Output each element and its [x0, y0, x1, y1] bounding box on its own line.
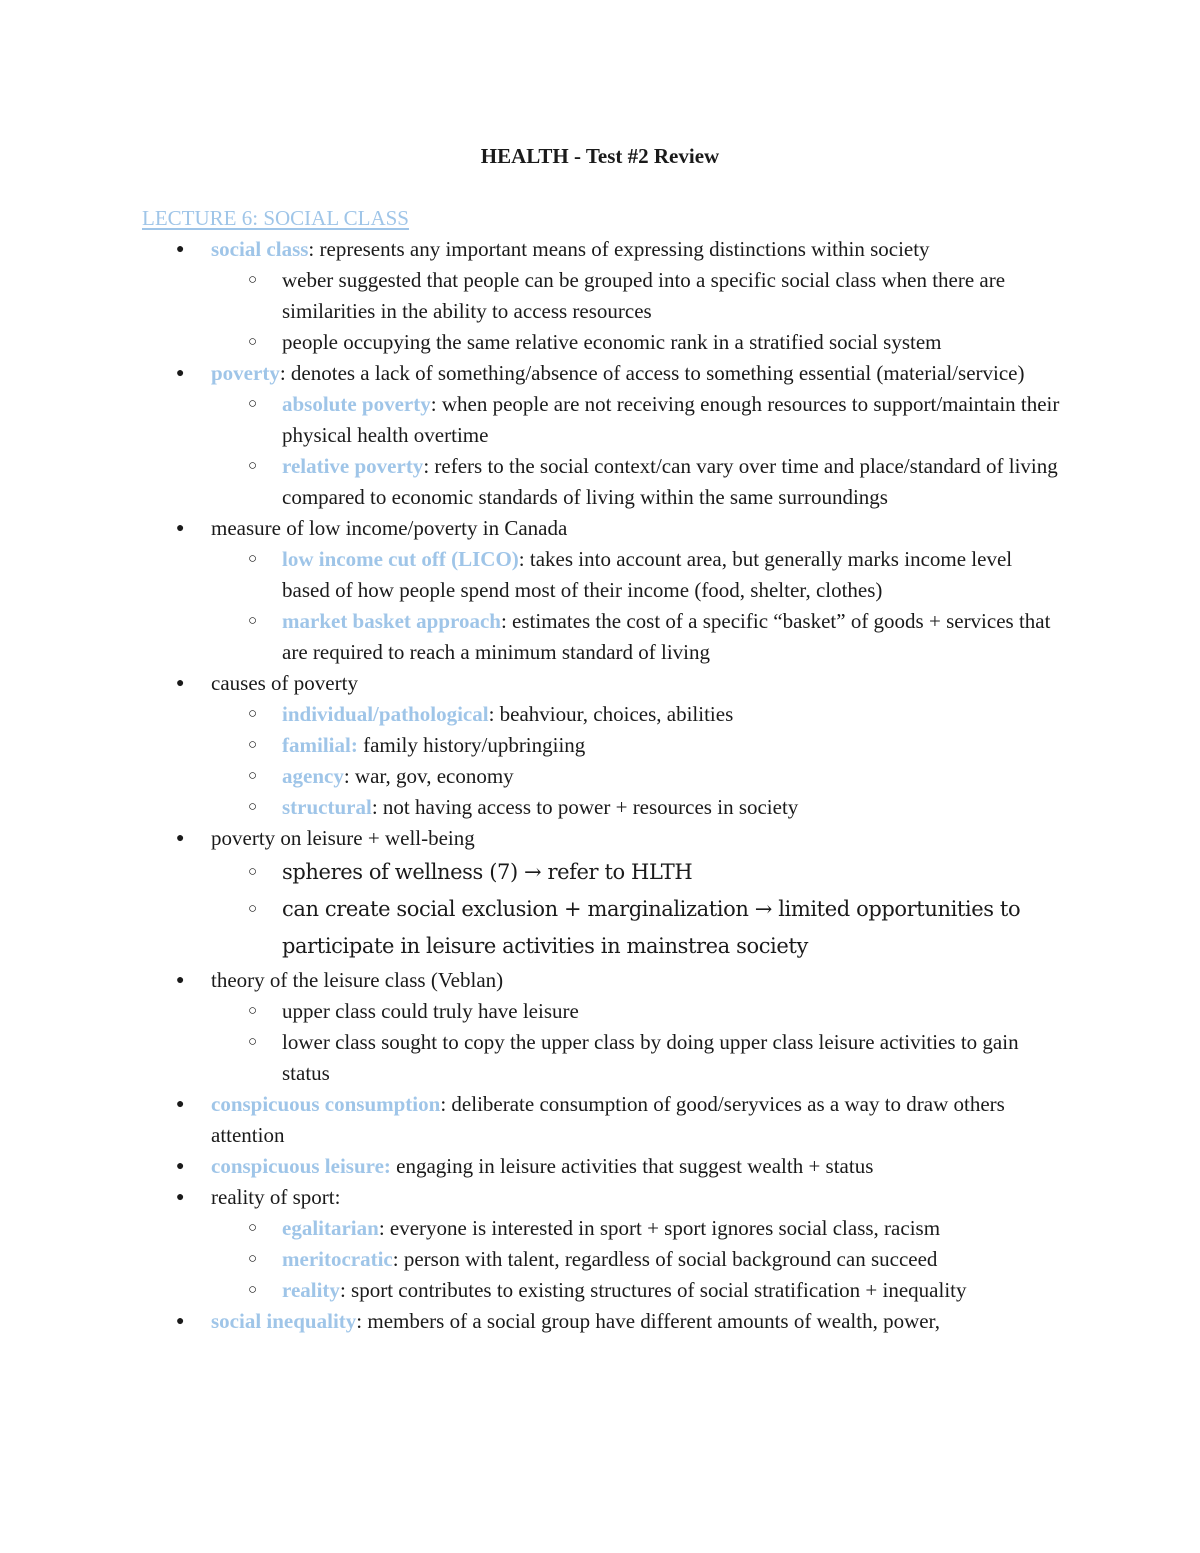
bullet-circle-icon: [248, 699, 257, 730]
item-text: family history/upbringiing: [357, 733, 586, 757]
item-text: causes of poverty: [211, 671, 358, 695]
term-label: market basket approach: [282, 609, 501, 633]
item-text-wrap: [282, 330, 942, 354]
item-text-wrap: [282, 609, 1050, 664]
item-text: : refers to the social context/can vary over time and place/standard of living compared to economic standards of living within the same surroundings: [282, 454, 1058, 509]
document-title: HEALTH - Test #2 Review: [480, 144, 720, 168]
item-text-wrap: [211, 1092, 1005, 1147]
term-label: poverty: [211, 361, 280, 385]
bullet-disc-icon: [176, 823, 184, 854]
item-text: : denotes a lack of something/absence of access to something essential (material/service): [279, 361, 1025, 385]
item-text-wrap: [282, 999, 579, 1023]
term-label: individual/pathological: [282, 702, 489, 726]
sub-list-item: [0, 544, 1062, 606]
item-text-wrap: [282, 1247, 937, 1271]
sub-list-item: [0, 1213, 1062, 1244]
item-text-wrap: [282, 392, 1059, 447]
item-text: : person with talent, regardless of social background can succeed: [392, 1247, 938, 1271]
term-label: relative poverty: [282, 454, 424, 478]
item-text-wrap: [282, 1278, 966, 1302]
bullet-circle-icon: [248, 730, 257, 761]
item-text: : takes into account area, but generally marks income level based of how people spend most of their income (food, shelter, clothes): [282, 547, 1013, 602]
item-text-wrap: [282, 702, 733, 726]
sub-list-item: [0, 1244, 1062, 1275]
bullet-disc-icon: [176, 965, 184, 996]
item-text-wrap: [282, 547, 1012, 602]
item-text: theory of the leisure class (Veblan): [211, 968, 504, 992]
sub-list-item: [0, 606, 1062, 668]
item-text-wrap: [282, 764, 514, 788]
item-text: : deliberate consumption of good/seryvices as a way to draw others attention: [211, 1092, 1005, 1147]
term-label: social class: [211, 237, 309, 261]
term-label: reality: [282, 1278, 340, 1302]
item-text: people occupying the same relative economic rank in a stratified social system: [282, 330, 942, 354]
item-text-wrap: [282, 860, 692, 884]
sub-list-item: [0, 996, 1062, 1027]
sub-list-item: [0, 761, 1062, 792]
sub-list-item: [0, 730, 1062, 761]
item-text: : not having access to power + resources in society: [371, 795, 799, 819]
item-text: engaging in leisure activities that suggest wealth + status: [390, 1154, 874, 1178]
item-text-wrap: [211, 968, 503, 992]
term-label: social inequality: [211, 1309, 357, 1333]
bullet-circle-icon: [248, 265, 257, 296]
bullet-circle-icon: [248, 389, 257, 420]
bullet-disc-icon: [176, 1089, 184, 1120]
sub-list-item: [0, 1027, 1062, 1089]
term-label: absolute poverty: [282, 392, 431, 416]
item-text: reality of sport:: [211, 1185, 341, 1209]
sub-list-item: [0, 327, 1062, 358]
list-item: [0, 358, 1061, 389]
bullet-disc-icon: [176, 1182, 184, 1213]
term-label: structural: [282, 795, 372, 819]
item-text-wrap: [282, 454, 1058, 509]
item-text: upper class could truly have leisure: [282, 999, 579, 1023]
sub-list-item: [0, 792, 1062, 823]
bullet-circle-icon: [248, 1213, 257, 1244]
bullet-disc-icon: [176, 234, 184, 265]
item-text: lower class sought to copy the upper class by doing upper class leisure activities to gain status: [282, 1030, 1019, 1085]
list-item: [0, 1089, 1061, 1151]
sub-list-item: [0, 891, 1062, 965]
item-text-wrap: [211, 516, 567, 540]
item-text: spheres of wellness (7) → refer to HLTH: [282, 860, 693, 884]
list-item: [0, 513, 1061, 544]
bullet-disc-icon: [176, 1306, 184, 1337]
item-text-wrap: [282, 1030, 1019, 1085]
list-item: [0, 1306, 1061, 1337]
item-text-wrap: [282, 268, 1005, 323]
item-text-wrap: [211, 1154, 873, 1178]
term-label: familial:: [282, 733, 358, 757]
term-label: low income cut off (LICO): [282, 547, 519, 571]
bullet-circle-icon: [248, 1275, 257, 1306]
item-text-wrap: [211, 1185, 340, 1209]
list-item: [0, 823, 1061, 854]
bullet-disc-icon: [176, 358, 184, 389]
bullet-disc-icon: [176, 668, 184, 699]
item-text: poverty on leisure + well-being: [211, 826, 475, 850]
list-item: [0, 1151, 1061, 1182]
sub-list-item: [0, 854, 1062, 891]
item-text: : estimates the cost of a specific “basket” of goods + services that are required to reach a minimum standard of living: [282, 609, 1051, 664]
section-heading: LECTURE 6: SOCIAL CLASS: [142, 206, 409, 230]
item-text: measure of low income/poverty in Canada: [211, 516, 568, 540]
bullet-circle-icon: [248, 327, 257, 358]
sub-list-item: [0, 1275, 1062, 1306]
item-text-wrap: [282, 795, 798, 819]
item-text-wrap: [211, 826, 475, 850]
notes-list: [0, 234, 1200, 1337]
bullet-circle-icon: [248, 451, 257, 482]
term-label: conspicuous consumption: [211, 1092, 441, 1116]
term-label: egalitarian: [282, 1216, 379, 1240]
bullet-disc-icon: [176, 1151, 184, 1182]
item-text: : members of a social group have different amounts of wealth, power,: [356, 1309, 940, 1333]
item-text-wrap: [211, 361, 1024, 385]
sub-list-item: [0, 389, 1062, 451]
list-item: [0, 234, 1061, 265]
item-text-wrap: [282, 897, 1020, 958]
list-item: [0, 1182, 1061, 1213]
bullet-circle-icon: [248, 544, 257, 575]
bullet-circle-icon: [248, 1244, 257, 1275]
item-text-wrap: [282, 1216, 940, 1240]
sub-list-item: [0, 265, 1062, 327]
item-text-wrap: [211, 1309, 940, 1333]
item-text: weber suggested that people can be grouped into a specific social class when there are similarities in the ability to access resources: [282, 268, 1006, 323]
bullet-circle-icon: [248, 996, 257, 1027]
item-text-wrap: [211, 671, 358, 695]
term-label: conspicuous leisure:: [211, 1154, 391, 1178]
term-label: meritocratic: [282, 1247, 393, 1271]
item-text: : everyone is interested in sport + sport ignores social class, racism: [378, 1216, 941, 1240]
item-text: : war, gov, economy: [343, 764, 514, 788]
item-text-wrap: [282, 733, 585, 757]
bullet-circle-icon: [248, 761, 257, 792]
bullet-circle-icon: [248, 1027, 257, 1058]
sub-list-item: [0, 451, 1062, 513]
sub-list-item: [0, 699, 1062, 730]
item-text: : represents any important means of expressing distinctions within society: [308, 237, 930, 261]
item-text: can create social exclusion + marginalization → limited opportunities to participate in leisure activities in mainstrea society: [282, 897, 1021, 958]
bullet-circle-icon: [248, 854, 257, 891]
term-label: agency: [282, 764, 344, 788]
item-text: : beahviour, choices, abilities: [488, 702, 734, 726]
item-text: : sport contributes to existing structures of social stratification + inequality: [339, 1278, 967, 1302]
bullet-circle-icon: [248, 606, 257, 637]
item-text-wrap: [211, 237, 930, 261]
bullet-circle-icon: [248, 792, 257, 823]
bullet-disc-icon: [176, 513, 184, 544]
list-item: [0, 965, 1061, 996]
list-item: [0, 668, 1061, 699]
bullet-circle-icon: [248, 891, 257, 928]
item-text: : when people are not receiving enough resources to support/maintain their physical health overtime: [282, 392, 1060, 447]
